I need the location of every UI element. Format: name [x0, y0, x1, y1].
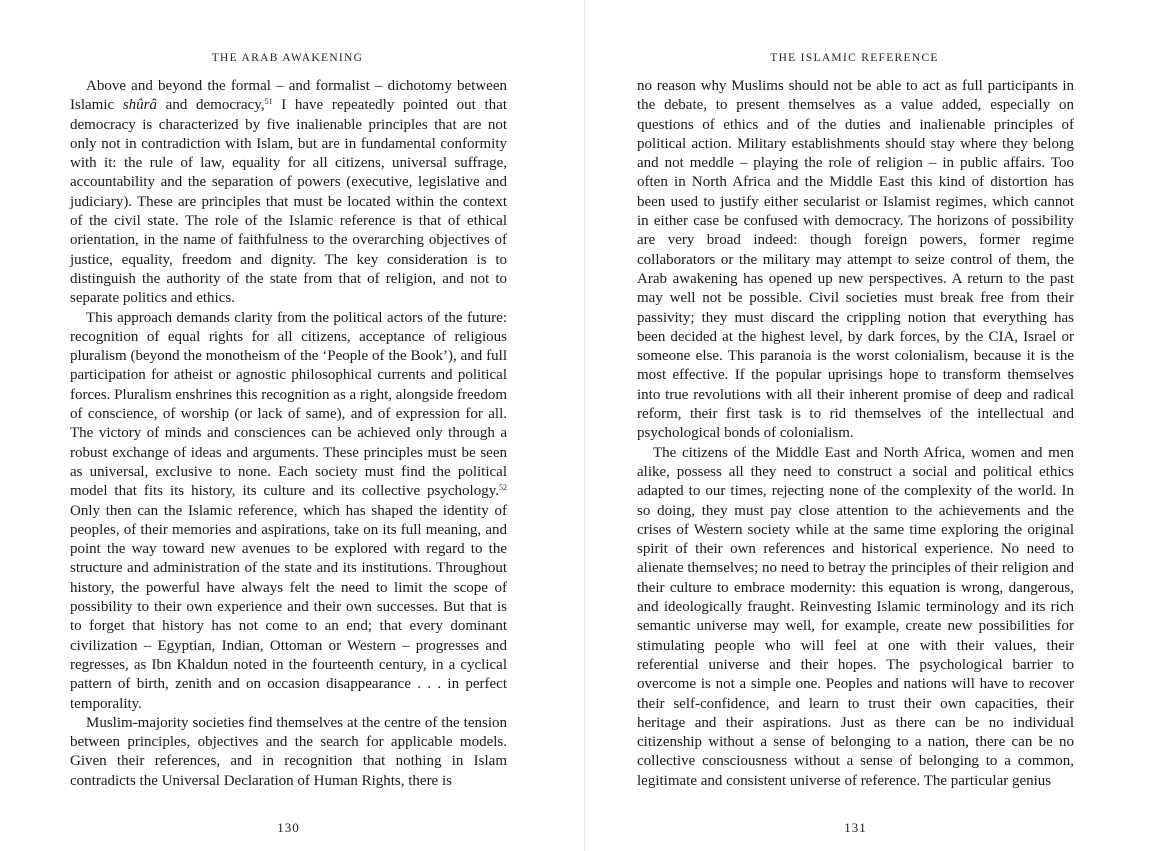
left-p1-italic-term: shûrâ — [122, 97, 158, 114]
right-running-head: THE ISLAMIC REFERENCE — [770, 52, 939, 64]
left-running-head: THE ARAB AWAKENING — [211, 52, 364, 64]
left-page-number: 130 — [277, 820, 300, 835]
left-paragraph-1 — [70, 77, 507, 309]
footnote-ref-51: 51 — [264, 97, 273, 107]
left-p2-text-a: This approach demands clarity from the political actors of the future: recognition of equal rights for all citizens, acceptance of religious pluralism (beyond the monotheism of the ‘People of the Book’), and full participation for atheist or agnostic philosophical currents and political forces. Pluralism enshrines this recognition as a right, alongside freedom of conscience, of worship (or lack of same), and of expression for all. The victory of minds and consciences can be achieved only through a robust exchange of ideas and arguments. These principles must be seen as universal, exclusive to none. Each society must find the political model that fits its history, its culture and its collective psychology. — [70, 309, 507, 500]
right-page-number: 131 — [844, 820, 867, 835]
right-paragraph-1: no reason why Muslims should not be able to act as full participants in the debate, to present themselves as a value added, especially on questions of ethics and of the duties and inalienable principles of political action. Military establishments should stay where they belong and not meddle – playing the role of religion – in public affairs. Too often in North Africa and the Middle East this kind of distortion has been used to justify either secularist or Islamist regimes, which cannot in either case be confused with democracy. The horizons of possibility are very broad indeed: though foreign powers, former regime collaborators or the military may attempt to seize control of them, the Arab awakening has opened up new perspectives. A return to the past may well not be possible. Civil societies must break free from their passivity; they must discard the crippling notion that everything has been decided at the highest level, by dark forces, by the CIA, Israel or someone else. This paranoia is the worst colonialism, because it is the most effective. If the popular uprisings hope to transform themselves into true revolutions with all their inherent promise of deep and radical reform, their first task is to rid themselves of the intellectual and psychological bonds of colonialism. — [637, 78, 1074, 442]
left-p1-text-b: and democracy, — [157, 97, 265, 114]
left-body-text — [70, 77, 507, 791]
left-p1-text-c: I have repeatedly pointed out that democracy is characterized by five inalienable principles that are not only not in contradiction with Islam, but are in fundamental conformity with it: the rule of law, equality for all citizens, universal suffrage, accountability and the separation of powers (executive, legislative and judiciary). These are principles that must be located within the context of the civil state. The role of the Islamic reference is that of ethical orientation, in the name of faithfulness to the overarching objectives of justice, equality, freedom and dignity. The key consideration is to distinguish the authority of the state from that of religion, and not to separate politics and ethics. — [70, 97, 507, 307]
left-paragraph-3: Muslim-majority societies find themselves at the centre of the tension between principles, objectives and the search for applicable models. Given their references, and in recognition that nothing in Islam contradicts the Universal Declaration of Human Rights, there is — [70, 714, 507, 789]
right-body-text — [637, 77, 1074, 791]
left-p1-text-a: Above and beyond the formal – and formalist – dichotomy between Islamic — [70, 78, 507, 114]
left-p2-text-b: Only then can the Islamic reference, which has shaped the identity of peoples, of their memories and aspirations, take on its full meaning, and point the way toward new avenues to be explored with regard to the structure and administration of the state and its institutions. Throughout history, the powerful have always felt the need to limit the scope of possibility to their own experience and their own successes. But that is to forget that history has not come to an end; that every dominant civilization – Egyptian, Indian, Ottoman or Western – progresses and regresses, as Ibn Khaldun noted in the fourteenth century, in a cyclical pattern of birth, zenith and on occasion disappearance . . . in perfect temporality. — [70, 502, 507, 712]
right-page — [585, 0, 1170, 851]
right-paragraph-2: The citizens of the Middle East and North Africa, women and men alike, possess all they need to construct a social and political ethics adapted to our times, rejecting none of the complexity of the world. In so doing, they must pay close attention to the achievements and the crises of Western society while at the same time exploring the original spirit of their own references and historical experience. No need to alienate themselves; no need to betray the principles of their religion and their culture to embrace modernity: this equation is wrong, dangerous, and ideologically fraught. Reinvesting Islamic terminology and its rich semantic universe may well, for example, create new possibilities for stimulating people who will feel at one with their values, their referential universe and their hopes. The psychological barrier to overcome is not a simple one. Peoples and nations will have to recover their self-confidence, and learn to trust their own capacities, their heritage and their aspirations. Just as there can be no individual citizenship without a sense of belonging to a nation, there can be no collective consciousness without a sense of belonging to a common, legitimate and consistent universe of reference. The particular genius — [637, 444, 1074, 789]
footnote-ref-52: 52 — [499, 483, 507, 493]
left-paragraph-2 — [70, 309, 507, 714]
